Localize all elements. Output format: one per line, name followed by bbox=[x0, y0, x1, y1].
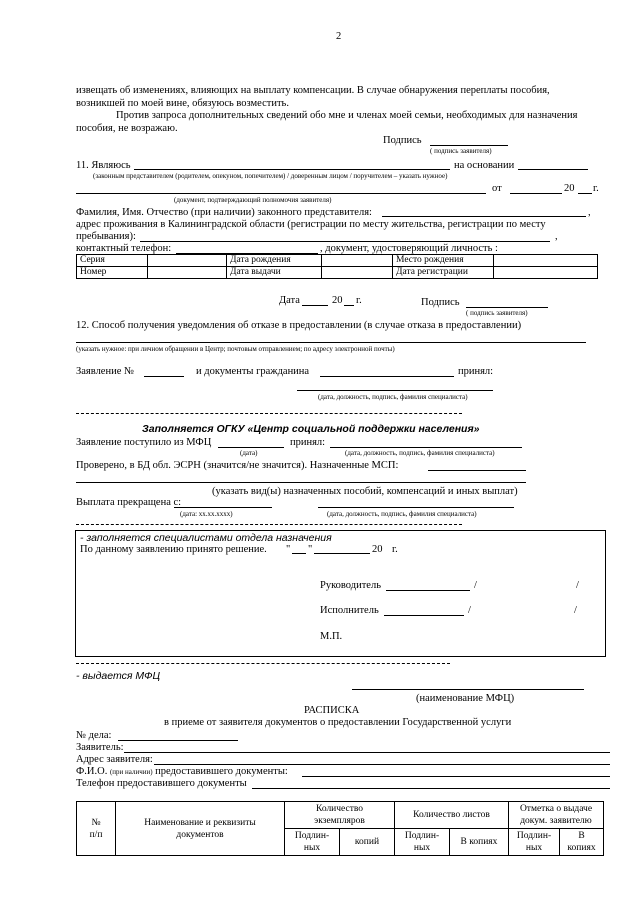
decision-day-line[interactable] bbox=[292, 553, 306, 554]
payment-stopped-specialist-line[interactable] bbox=[318, 507, 514, 508]
esrn-benefits-line-1[interactable] bbox=[428, 470, 526, 471]
id-document-table bbox=[76, 254, 598, 279]
table-row bbox=[77, 802, 604, 829]
executor-slash-1: / bbox=[468, 605, 471, 616]
statement-label: Заявление № bbox=[76, 366, 135, 377]
provider-fio-label bbox=[76, 767, 288, 778]
date-year-suffix: г. bbox=[356, 295, 362, 306]
intro-line-1: извещать об изменениях, влияющих на выплату компенсации. В случае обнаружения переплаты пособия, bbox=[76, 85, 550, 96]
benefit-kinds-hint: (указать вид(ы) назначенных пособий, компенсаций и иных выплат) bbox=[212, 486, 518, 497]
registration-date-value[interactable] bbox=[494, 267, 598, 279]
executor-signature-line[interactable] bbox=[384, 615, 464, 616]
receipt-subtitle: в приеме от заявителя документов о предоставлении Государственной услуги bbox=[164, 717, 512, 728]
number-value[interactable] bbox=[148, 267, 227, 279]
from-year-suffix: г. bbox=[593, 183, 599, 194]
executor-slash-2: / bbox=[574, 605, 577, 616]
column-header-number: № п/п bbox=[77, 802, 116, 856]
ogku-title: Заполняется ОГКУ «Центр социальной поддержки населения» bbox=[142, 423, 480, 435]
signature-2-label: Подпись bbox=[421, 297, 460, 308]
id-document-label: , документ, удостоверяющий личность : bbox=[320, 243, 498, 254]
subheader-sheets-copies: В копиях bbox=[450, 829, 509, 856]
head-signature-line[interactable] bbox=[386, 590, 470, 591]
mfc-issued-label: - выдается МФЦ bbox=[76, 670, 161, 682]
applicant-address-line[interactable] bbox=[154, 764, 610, 765]
subheader-sheets-originals: Подлин- ных bbox=[395, 829, 450, 856]
table-row bbox=[77, 255, 598, 267]
mfc-received-label: Заявление поступило из МФЦ bbox=[76, 437, 212, 448]
ogku-specialist-hint: (дата, должность, подпись, фамилия специалиста) bbox=[345, 449, 495, 457]
department-box-title: - заполняется специалистами отдела назначения bbox=[80, 532, 332, 544]
payment-stopped-date-line[interactable] bbox=[174, 507, 272, 508]
payment-stopped-specialist-hint: (дата, должность, подпись, фамилия специалиста) bbox=[327, 510, 477, 518]
from-label: от bbox=[492, 183, 502, 194]
representative-type-hint: (законным представителем (родителем, опекуном, попечителем) / доверенным лицом / поручителем – указать нужное) bbox=[93, 172, 448, 180]
table-row bbox=[77, 267, 598, 279]
head-slash-2: / bbox=[576, 580, 579, 591]
basis-line[interactable] bbox=[518, 169, 588, 170]
address-label-1: адрес проживания в Калининградской области (регистрации по месту жительства, регистрации по месту bbox=[76, 219, 546, 230]
payment-stopped-label: Выплата прекращена с: bbox=[76, 497, 182, 508]
signature-line[interactable] bbox=[430, 145, 508, 146]
head-slash-1: / bbox=[474, 580, 477, 591]
statement-citizen-label: и документы гражданина bbox=[196, 366, 310, 377]
statement-number-line[interactable] bbox=[144, 376, 184, 377]
documents-table bbox=[76, 801, 604, 856]
from-year-line[interactable] bbox=[578, 193, 592, 194]
provider-phone-label: Телефон предоставившего документы bbox=[76, 778, 247, 789]
stamp-label: М.П. bbox=[320, 631, 343, 642]
from-year: 20 bbox=[564, 183, 575, 194]
representative-fio-label: Фамилия, Имя. Отчество (при наличии) законного представителя: bbox=[76, 207, 372, 218]
address-line[interactable] bbox=[140, 241, 550, 242]
executor-label: Исполнитель bbox=[320, 605, 379, 616]
case-number-line[interactable] bbox=[118, 740, 238, 741]
decision-year-suffix: г. bbox=[392, 544, 398, 555]
applicant-address-label: Адрес заявителя: bbox=[76, 754, 153, 765]
subheader-issued-originals: Подлин- ных bbox=[509, 829, 560, 856]
esrn-benefits-line-2[interactable] bbox=[76, 482, 526, 483]
citizen-line[interactable] bbox=[320, 376, 454, 377]
payment-stopped-date-hint: (дата: хх.хх.хххх) bbox=[180, 510, 233, 518]
date-label: Дата bbox=[279, 295, 300, 306]
mfc-received-date-hint: (дата) bbox=[240, 449, 258, 457]
fio-end: , bbox=[588, 207, 591, 218]
address-label-2: пребывания): bbox=[76, 231, 136, 242]
subheader-issued-copies: В копиях bbox=[560, 829, 604, 856]
decision-quote-close: " bbox=[308, 544, 313, 555]
authority-document-hint: (документ, подтверждающий полномочия заявителя) bbox=[174, 196, 332, 204]
series-value[interactable] bbox=[148, 255, 227, 267]
separator-3 bbox=[76, 663, 450, 664]
separator-2 bbox=[76, 524, 462, 525]
column-header-copies: Количество экземпляров bbox=[285, 802, 395, 829]
mfc-received-line[interactable] bbox=[218, 447, 284, 448]
signature-label: Подпись bbox=[383, 135, 422, 146]
birth-place-value[interactable] bbox=[494, 255, 598, 267]
applicant-line[interactable] bbox=[124, 752, 610, 753]
decision-quote-open: " bbox=[286, 544, 291, 555]
signature-hint: ( подпись заявителя) bbox=[430, 147, 492, 155]
subheader-originals: Подлин- ных bbox=[285, 829, 340, 856]
ogku-accepted-label: принял: bbox=[290, 437, 326, 448]
provider-fio-rest: предоставившего документы: bbox=[155, 766, 288, 777]
signature-2-hint: ( подпись заявителя) bbox=[466, 309, 528, 317]
ogku-specialist-line[interactable] bbox=[330, 447, 522, 448]
authority-document-line[interactable] bbox=[76, 193, 486, 194]
column-header-name: Наименование и реквизиты документов bbox=[116, 802, 285, 856]
statement-accepted-label: принял: bbox=[458, 366, 494, 377]
statement-specialist-hint: (дата, должность, подпись, фамилия специалиста) bbox=[318, 393, 468, 401]
head-label: Руководитель bbox=[320, 580, 381, 591]
column-header-issue-mark: Отметка о выдаче докум. заявителю bbox=[509, 802, 604, 829]
issue-date-value[interactable] bbox=[322, 267, 393, 279]
registration-date-label: Дата регистрации bbox=[393, 267, 494, 279]
birth-place-label: Место рождения bbox=[393, 255, 494, 267]
intro-line-3: Против запроса дополнительных сведений обо мне и членах моей семьи, необходимых для назначения bbox=[116, 110, 578, 121]
intro-line-4: пособия, не возражаю. bbox=[76, 123, 178, 134]
separator-1 bbox=[76, 413, 462, 414]
applicant-label: Заявитель: bbox=[76, 742, 124, 753]
mfc-name-line[interactable] bbox=[352, 689, 584, 690]
birth-date-label: Дата рождения bbox=[227, 255, 322, 267]
mfc-name-hint: (наименование МФЦ) bbox=[416, 693, 515, 704]
page-number: 2 bbox=[336, 31, 342, 42]
statement-specialist-line[interactable] bbox=[297, 390, 493, 391]
series-label: Серия bbox=[77, 255, 148, 267]
address-end: , bbox=[555, 231, 558, 242]
signature-2-line[interactable] bbox=[466, 307, 548, 308]
from-date-line[interactable] bbox=[510, 193, 562, 194]
phone-label: контактный телефон: bbox=[76, 243, 172, 254]
subheader-copies: копий bbox=[340, 829, 395, 856]
receipt-title: РАСПИСКА bbox=[304, 705, 360, 716]
intro-line-2: возникшей по моей вине, обязуюсь возместить. bbox=[76, 98, 289, 109]
date-year: 20 bbox=[332, 295, 343, 306]
provider-fio-lead: Ф.И.О. bbox=[76, 766, 108, 777]
section-11-lead: 11. Являюсь bbox=[76, 160, 131, 171]
number-label: Номер bbox=[77, 267, 148, 279]
basis-label: на основании bbox=[454, 160, 515, 171]
provider-phone-line[interactable] bbox=[252, 788, 610, 789]
column-header-sheets: Количество листов bbox=[395, 802, 509, 829]
representative-type-line[interactable] bbox=[134, 169, 450, 170]
notification-method-line[interactable] bbox=[76, 342, 586, 343]
esrn-checked-label: Проверено, в БД обл. ЭСРН (значится/не значится). Назначенные МСП: bbox=[76, 460, 399, 471]
decision-year: 20 bbox=[372, 544, 383, 555]
representative-fio-line[interactable] bbox=[382, 216, 586, 217]
birth-date-value[interactable] bbox=[322, 255, 393, 267]
provider-fio-line[interactable] bbox=[302, 776, 610, 777]
issue-date-label: Дата выдачи bbox=[227, 267, 322, 279]
date-year-line[interactable] bbox=[344, 305, 354, 306]
date-line[interactable] bbox=[302, 305, 328, 306]
section-12-title: 12. Способ получения уведомления об отказе в предоставлении (в случае отказа в предоставлении) bbox=[76, 320, 522, 331]
decision-month-line[interactable] bbox=[314, 553, 370, 554]
provider-fio-small: (при наличии) bbox=[109, 768, 153, 776]
case-number-label: № дела: bbox=[76, 730, 112, 741]
notification-method-hint: (указать нужное: при личном обращении в Центр; почтовым отправлением; по адресу электронной почты) bbox=[76, 345, 395, 353]
decision-label: По данному заявлению принято решение. bbox=[80, 544, 267, 555]
